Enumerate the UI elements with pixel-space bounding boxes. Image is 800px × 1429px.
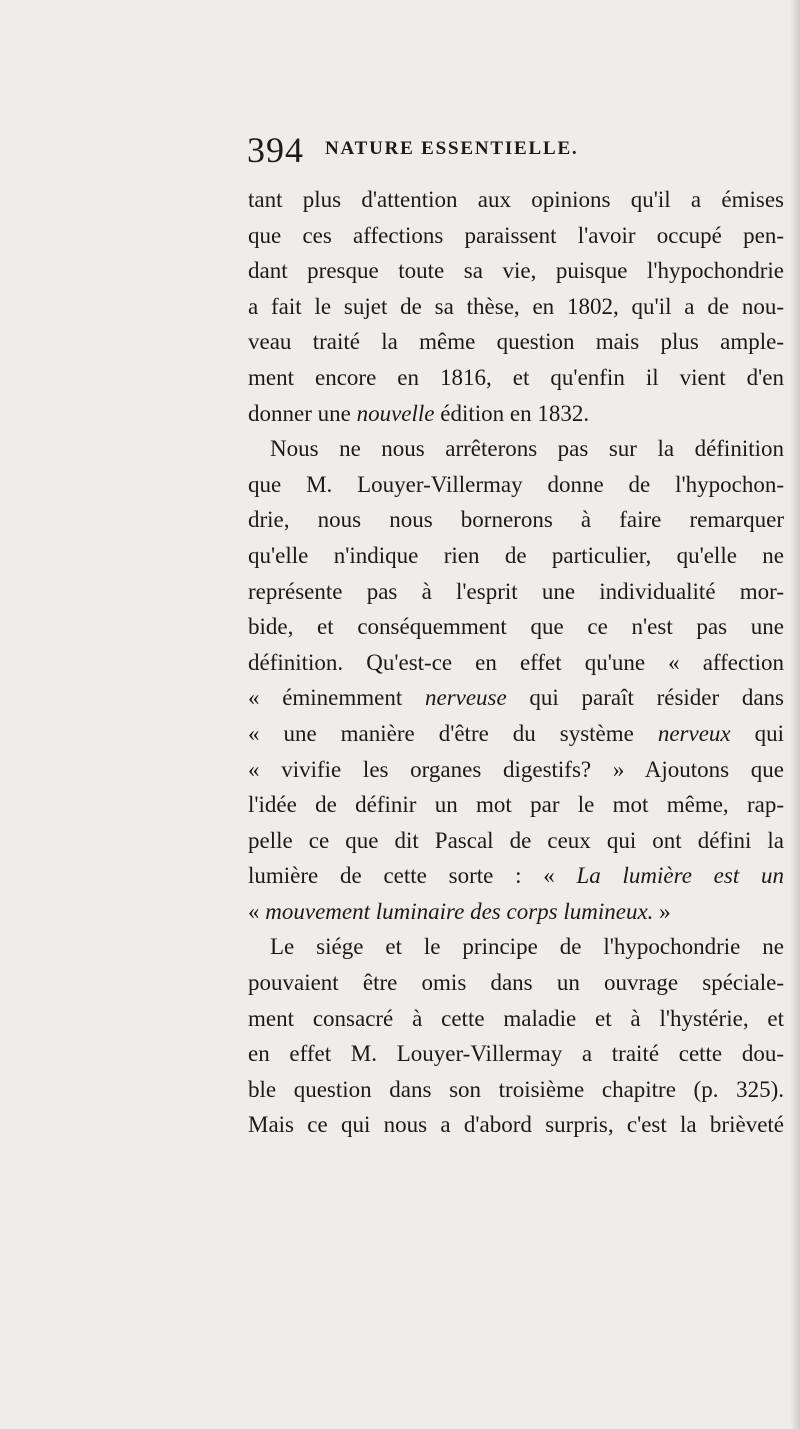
text-line [248, 396, 784, 432]
text-line [248, 1072, 784, 1108]
italic-text: nerveux [657, 720, 731, 746]
italic-text: La lumière est un [576, 863, 784, 889]
text-segment: « vivifie les organes digestifs? » Ajoutons que [248, 756, 784, 782]
text-line [248, 716, 784, 752]
running-title: NATURE ESSENTIELLE. [325, 138, 579, 159]
text-segment: que ces affections paraissent l'avoir occupé pen- [248, 222, 784, 248]
text-line [248, 182, 784, 218]
text-line [248, 894, 784, 930]
text-line [248, 645, 784, 681]
text-segment: édition en 1832. [434, 400, 590, 426]
text-segment: Le siége et le principe de l'hypochondrie ne [270, 934, 784, 960]
text-segment: a fait le sujet de sa thèse, en 1802, qu'il a de nou- [248, 293, 784, 319]
text-line [248, 360, 784, 396]
italic-text: nouvelle [356, 400, 435, 426]
text-line [248, 1107, 784, 1143]
text-line [248, 253, 784, 289]
text-segment: ment consacré à cette maladie et à l'hystérie, et [248, 1005, 784, 1031]
text-segment: drie, nous nous bornerons à faire remarquer [248, 507, 784, 533]
body-text [248, 182, 784, 1143]
text-line [248, 1036, 784, 1072]
text-segment: que M. Louyer-Villermay donne de l'hypochon- [248, 471, 784, 497]
text-line [248, 574, 784, 610]
text-line [248, 538, 784, 574]
text-line [248, 680, 784, 716]
text-segment: en effet M. Louyer-Villermay a traité cette dou- [248, 1041, 784, 1067]
italic-text: nerveuse [424, 685, 507, 711]
text-segment: qui paraît résider dans [506, 685, 785, 711]
text-segment: représente pas à l'esprit une individualité mor- [248, 578, 784, 604]
text-segment: tant plus d'attention aux opinions qu'il a émises [248, 187, 784, 212]
text-line [248, 823, 784, 859]
text-segment: « éminemment [248, 685, 425, 711]
text-line [248, 1001, 784, 1037]
text-segment: pouvaient être omis dans un ouvrage spéciale- [248, 970, 784, 996]
text-segment: bide, et conséquemment que ce n'est pas une [248, 614, 784, 640]
text-line [248, 289, 784, 325]
text-line [248, 218, 784, 254]
text-segment: « une manière d'être du système [248, 720, 658, 746]
text-segment: ble question dans son troisième chapitre (p. 325). [248, 1076, 784, 1102]
text-line [248, 929, 784, 965]
text-segment: dant presque toute sa vie, puisque l'hypochondrie [248, 258, 784, 284]
text-line [248, 752, 784, 788]
text-segment: » [653, 898, 671, 924]
text-line [248, 609, 784, 645]
text-segment: ment encore en 1816, et qu'enfin il vient d'en [248, 364, 784, 390]
text-line [248, 467, 784, 503]
text-segment: lumière de cette sorte : « [248, 863, 577, 889]
text-line [248, 324, 784, 360]
text-segment: Nous ne nous arrêterons pas sur la définition [270, 436, 784, 462]
text-segment: Mais ce qui nous a d'abord surpris, c'est la brièveté [248, 1112, 784, 1138]
text-segment: donner une [248, 400, 357, 426]
text-segment: veau traité la même question mais plus ample- [248, 329, 784, 355]
text-segment: définition. Qu'est-ce en effet qu'une « affection [248, 649, 784, 675]
text-segment: pelle ce que dit Pascal de ceux qui ont défini la [248, 827, 784, 853]
text-line [248, 502, 784, 538]
running-head [247, 128, 767, 172]
text-line [248, 431, 784, 467]
text-segment: l'idée de définir un mot par le mot même, rap- [248, 792, 784, 818]
text-line [248, 965, 784, 1001]
text-segment: qui [730, 720, 785, 746]
page-edge-shadow [790, 0, 800, 1429]
text-line [248, 858, 784, 894]
text-segment: qu'elle n'indique rien de particulier, qu'elle ne [248, 542, 784, 568]
page-number: 394 [247, 130, 304, 170]
text-line [248, 787, 784, 823]
text-segment: « [248, 898, 266, 924]
italic-text: mouvement luminaire des corps lumineux. [265, 898, 654, 924]
